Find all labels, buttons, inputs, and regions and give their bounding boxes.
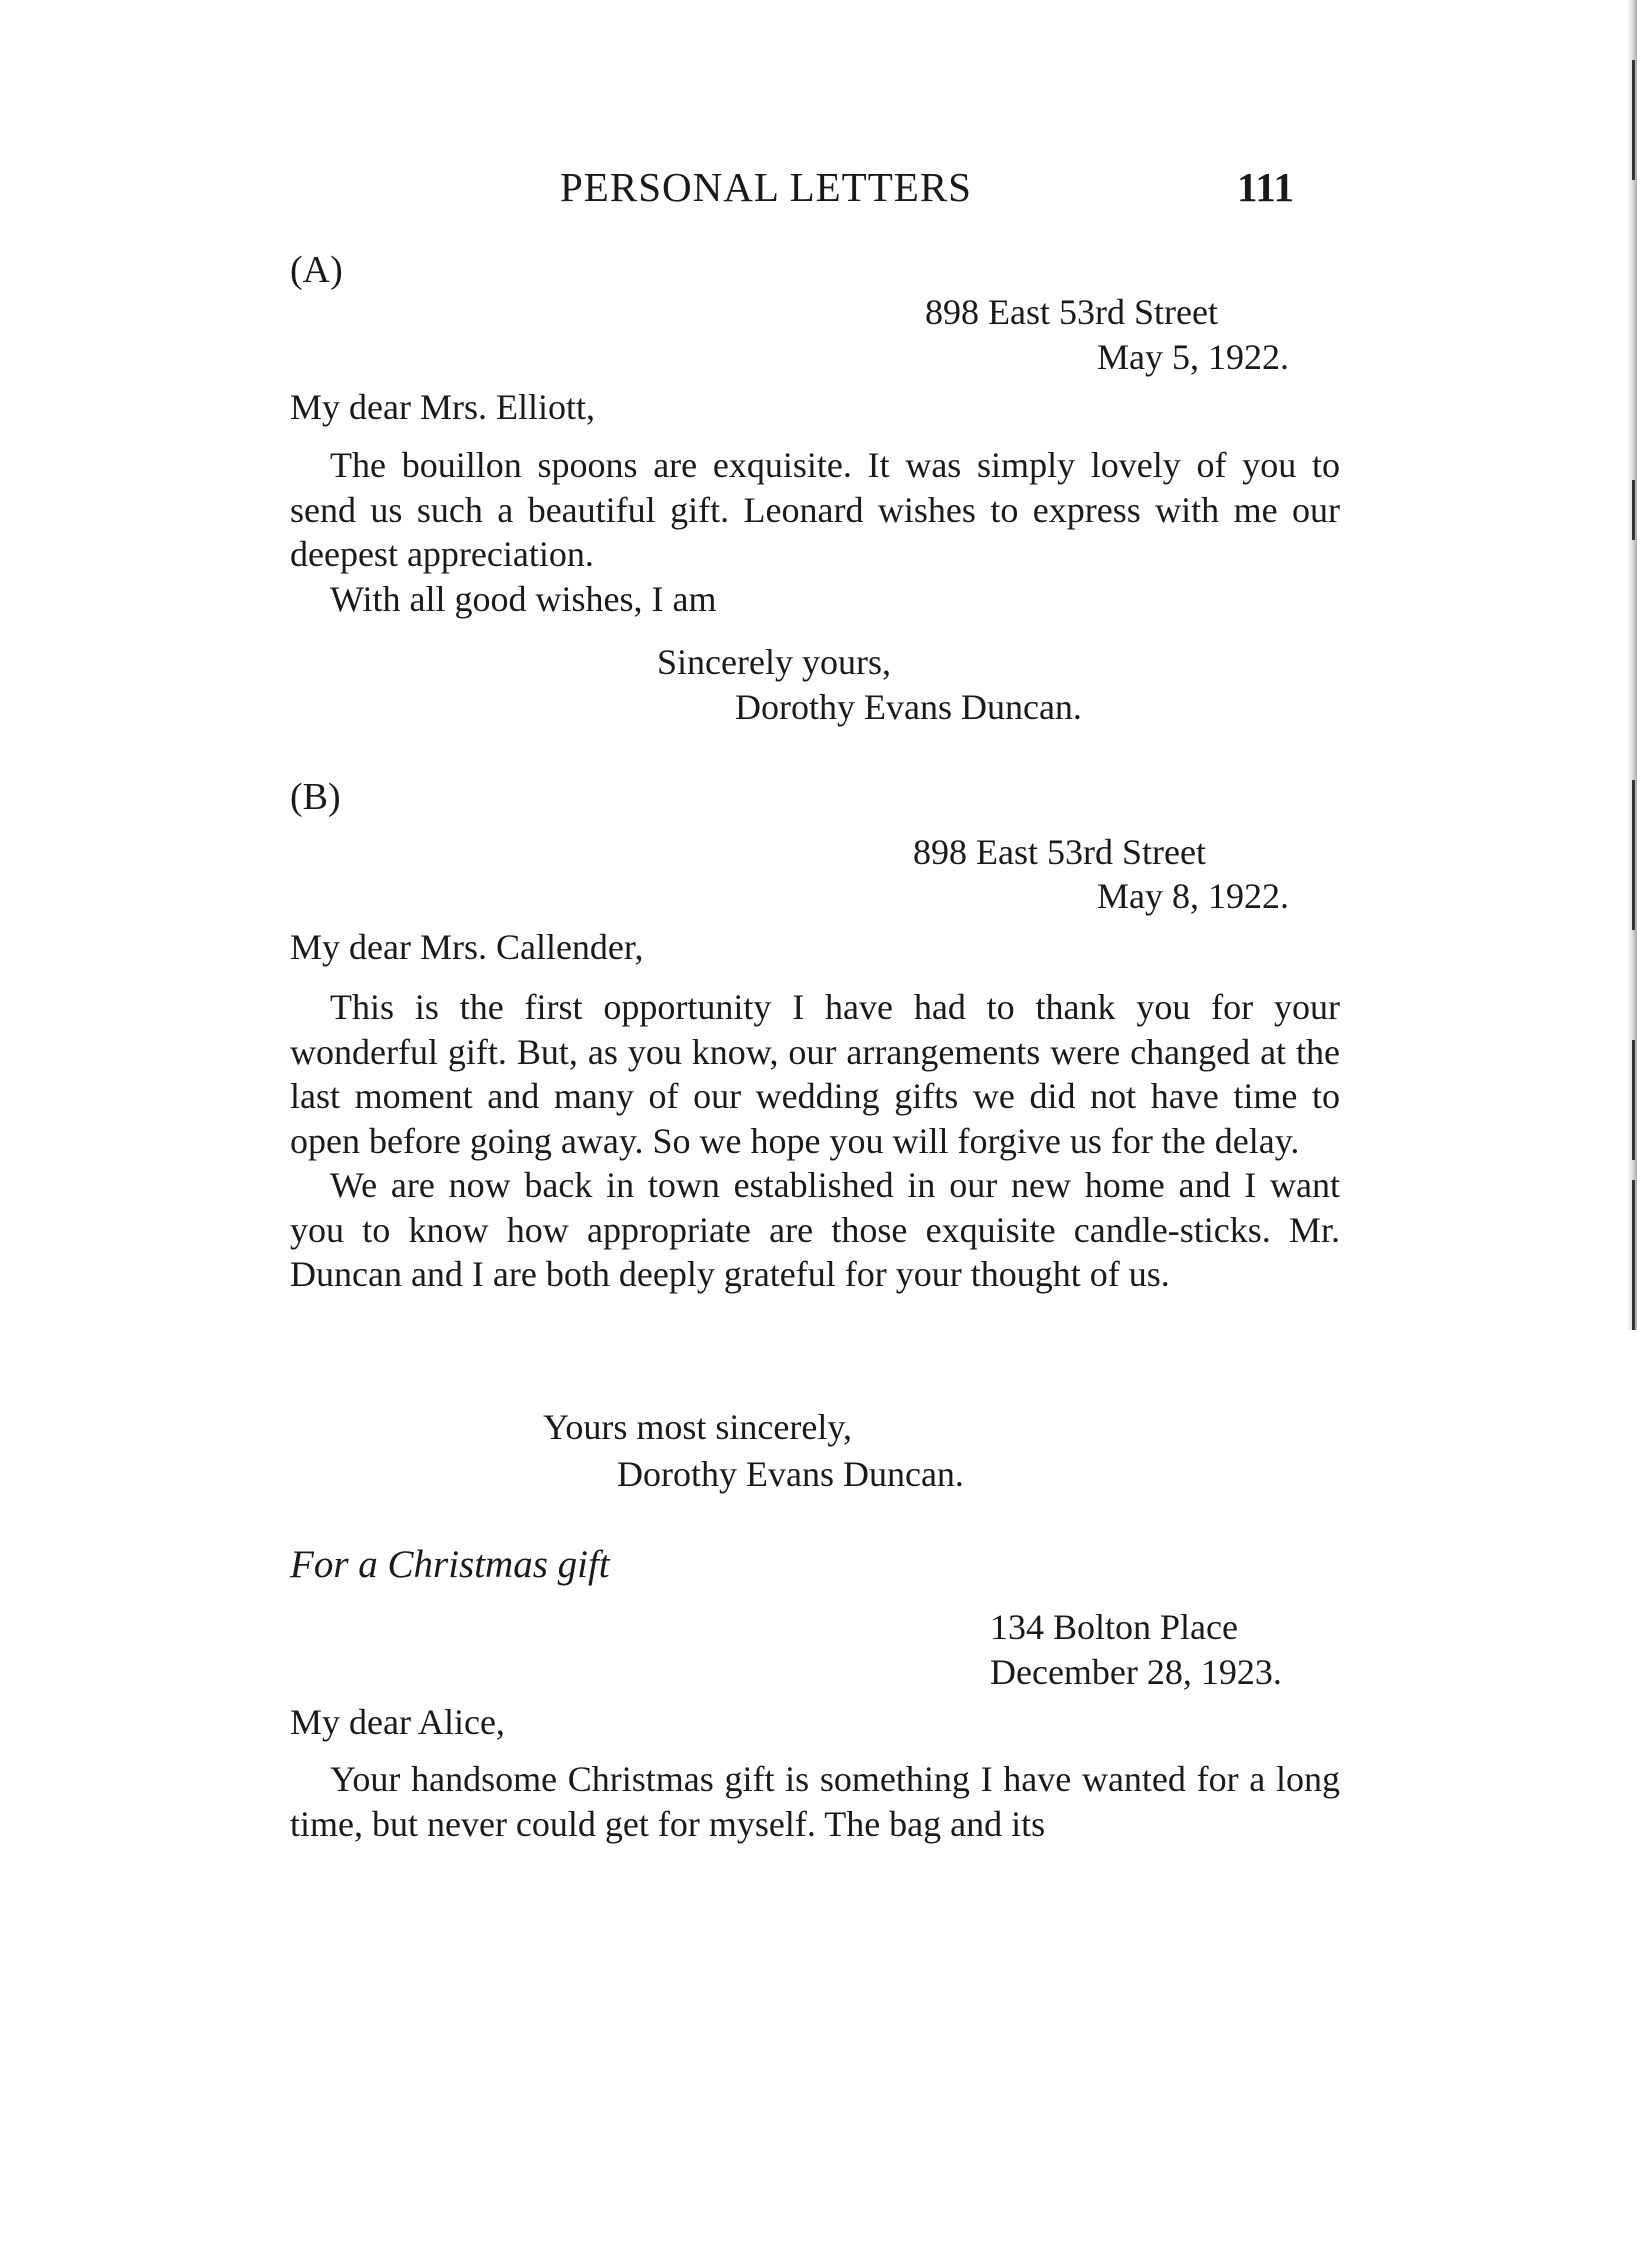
letter-a-closing: Sincerely yours, (657, 642, 891, 682)
letter-b-address: 898 East 53rd Street (913, 832, 1206, 872)
letter-a-paragraph: The bouillon spoons are exquisite. It was simply lovely of you to send us such a beautiful gift. Leonard wishes to express with me our deepest appreciation. (290, 445, 1340, 574)
page-number: 111 (1237, 164, 1294, 210)
letter-b-closing: Yours most sincerely, (543, 1407, 853, 1447)
binding-shadow-mark (1632, 1180, 1635, 1330)
letter-a-salutation: My dear Mrs. Elliott, (290, 387, 595, 427)
binding-shadow-mark (1632, 1040, 1635, 1160)
christmas-letter-heading: For a Christmas gift (290, 1543, 610, 1586)
letter-b-paragraph: We are now back in town established in our new home and I want you to know how appropriate are those exquisite candle-sticks. Mr. Duncan and I are both deeply grateful for your thought of us. (290, 1165, 1340, 1294)
binding-shadow-mark (1632, 60, 1635, 180)
christmas-letter-salutation: My dear Alice, (290, 1702, 505, 1742)
letter-b-body (290, 985, 1340, 1297)
binding-shadow-mark (1632, 480, 1635, 540)
christmas-letter-date: December 28, 1923. (990, 1652, 1282, 1692)
letter-a-paragraph: With all good wishes, I am (330, 578, 717, 619)
letter-b-signature: Dorothy Evans Duncan. (617, 1454, 964, 1494)
letter-a-signature: Dorothy Evans Duncan. (735, 687, 1082, 727)
christmas-letter-paragraph: Your handsome Christmas gift is something I have wanted for a long time, but never could get for myself. The bag and its (290, 1759, 1340, 1844)
christmas-letter-body (290, 1757, 1340, 1846)
letter-b-paragraph: This is the first opportunity I have had to thank you for your wonderful gift. But, as you know, our arrangements were changed at the last moment and many of our wedding gifts we did not have time to open before going away. So we hope you will forgive us for the delay. (290, 987, 1340, 1161)
binding-shadow-mark (1632, 780, 1635, 930)
letter-a-body (290, 443, 1340, 621)
letter-b-date: May 8, 1922. (1097, 876, 1289, 916)
letter-a-label: (A) (290, 249, 343, 291)
letter-b-salutation: My dear Mrs. Callender, (290, 927, 644, 967)
letter-a-address: 898 East 53rd Street (925, 292, 1218, 332)
letter-a-date: May 5, 1922. (1097, 337, 1289, 377)
running-header-title: PERSONAL LETTERS (560, 164, 972, 210)
christmas-letter-address: 134 Bolton Place (990, 1607, 1238, 1647)
letter-b-label: (B) (290, 776, 341, 818)
